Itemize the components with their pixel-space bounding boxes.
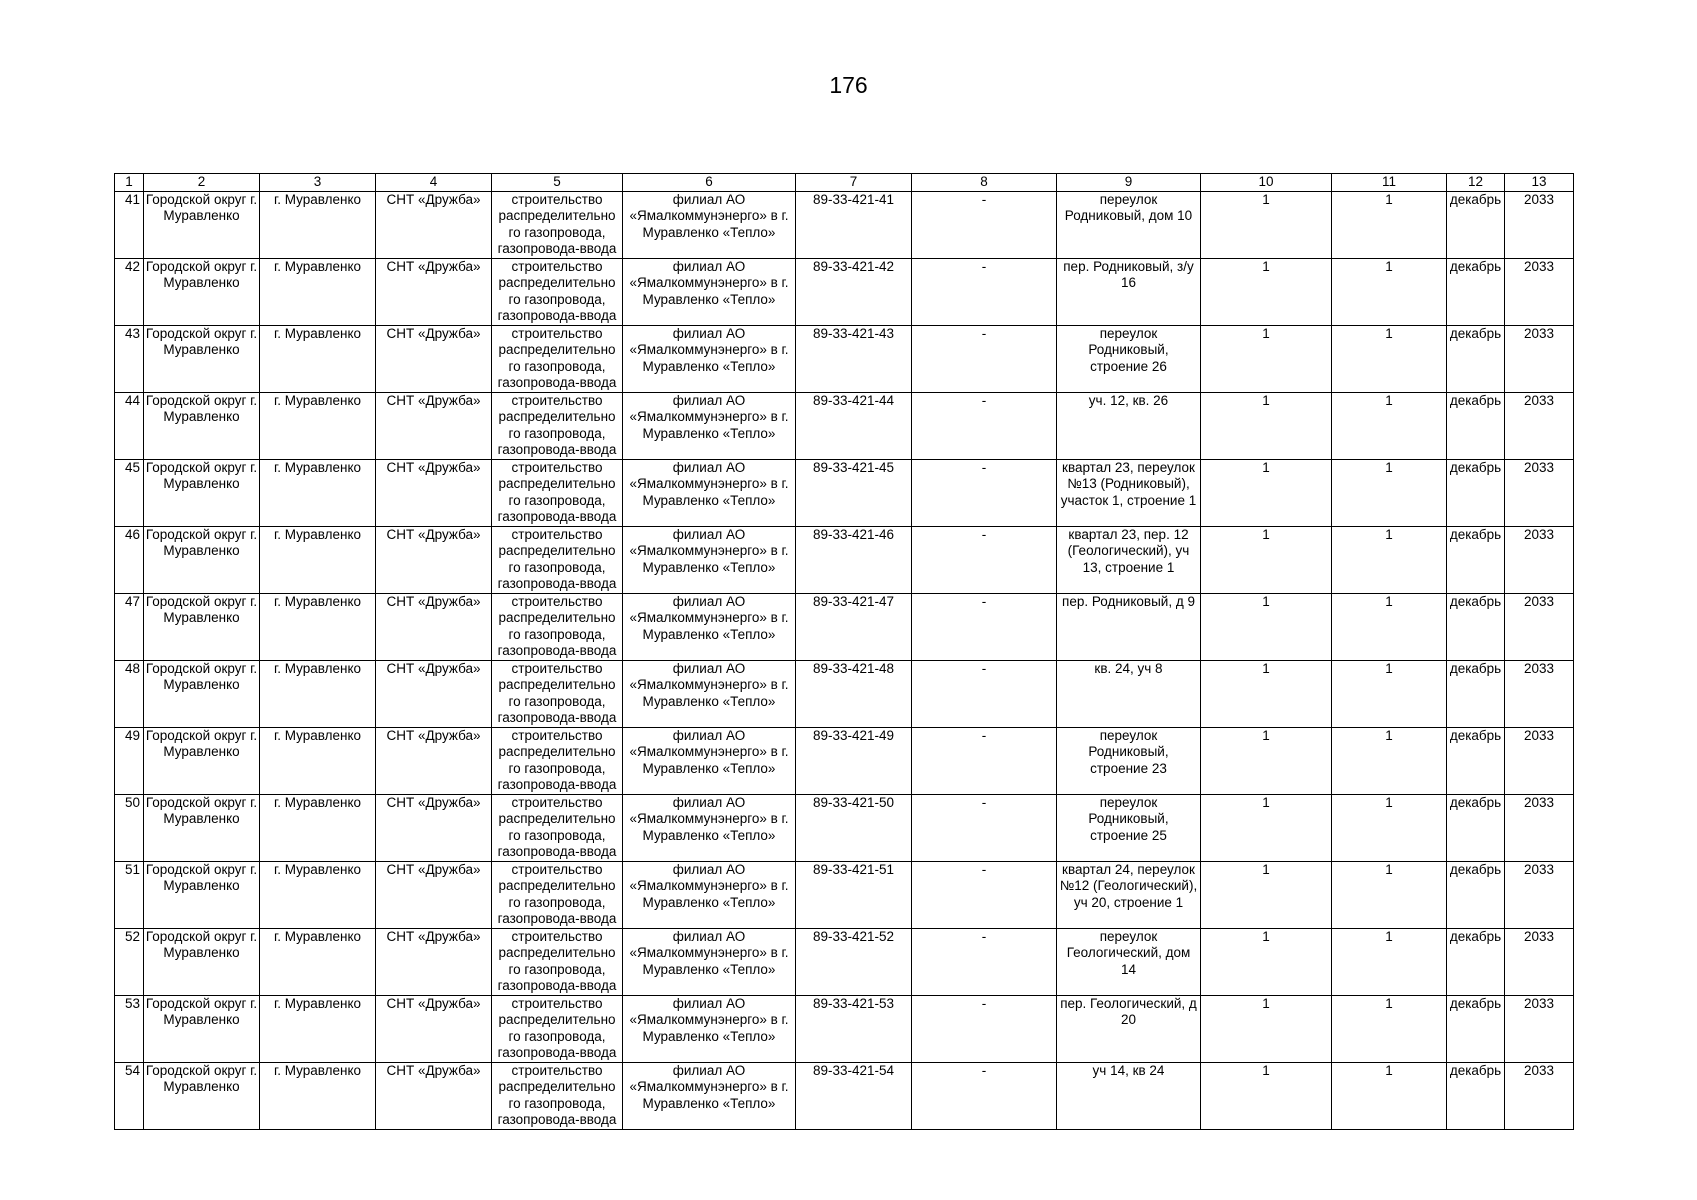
- organization-cell: филиал АО «Ямалкоммунэнерго» в г. Муравленко «Тепло»: [623, 1063, 796, 1130]
- address-cell: переулок Родниковый, строение 23: [1057, 728, 1201, 795]
- month-cell: декабрь: [1447, 929, 1505, 996]
- row-number-cell: 53: [115, 996, 144, 1063]
- code-cell: 89-33-421-52: [796, 929, 912, 996]
- city-cell: г. Муравленко: [260, 460, 376, 527]
- year-cell: 2033: [1505, 192, 1574, 259]
- code-cell: 89-33-421-46: [796, 527, 912, 594]
- column-11-cell: 1: [1332, 929, 1447, 996]
- district-cell: Городской округ г. Муравленко: [144, 460, 260, 527]
- month-cell: декабрь: [1447, 460, 1505, 527]
- district-cell: Городской округ г. Муравленко: [144, 929, 260, 996]
- snt-cell: СНТ «Дружба»: [376, 929, 492, 996]
- city-cell: г. Муравленко: [260, 527, 376, 594]
- column-8-cell: -: [912, 862, 1057, 929]
- table-row: [115, 259, 1574, 326]
- district-cell: Городской округ г. Муравленко: [144, 661, 260, 728]
- snt-cell: СНТ «Дружба»: [376, 527, 492, 594]
- column-header-6: 6: [623, 174, 796, 192]
- column-8-cell: -: [912, 728, 1057, 795]
- address-cell: квартал 23, переулок №13 (Родниковый), участок 1, строение 1: [1057, 460, 1201, 527]
- column-11-cell: 1: [1332, 728, 1447, 795]
- code-cell: 89-33-421-45: [796, 460, 912, 527]
- table-row: [115, 1063, 1574, 1130]
- snt-cell: СНТ «Дружба»: [376, 862, 492, 929]
- table-row: [115, 728, 1574, 795]
- city-cell: г. Муравленко: [260, 259, 376, 326]
- row-number-cell: 51: [115, 862, 144, 929]
- page-number: 176: [829, 72, 868, 98]
- year-cell: 2033: [1505, 259, 1574, 326]
- column-8-cell: -: [912, 1063, 1057, 1130]
- code-cell: 89-33-421-44: [796, 393, 912, 460]
- year-cell: 2033: [1505, 1063, 1574, 1130]
- work-type-cell: строительство распределительно го газопровода, газопровода-ввода: [492, 661, 623, 728]
- district-cell: Городской округ г. Муравленко: [144, 393, 260, 460]
- month-cell: декабрь: [1447, 1063, 1505, 1130]
- snt-cell: СНТ «Дружба»: [376, 594, 492, 661]
- work-type-cell: строительство распределительно го газопровода, газопровода-ввода: [492, 393, 623, 460]
- work-type-cell: строительство распределительно го газопровода, газопровода-ввода: [492, 862, 623, 929]
- table-row: [115, 929, 1574, 996]
- year-cell: 2033: [1505, 728, 1574, 795]
- city-cell: г. Муравленко: [260, 795, 376, 862]
- column-10-cell: 1: [1201, 862, 1332, 929]
- year-cell: 2033: [1505, 929, 1574, 996]
- district-cell: Городской округ г. Муравленко: [144, 326, 260, 393]
- year-cell: 2033: [1505, 795, 1574, 862]
- address-cell: квартал 23, пер. 12 (Геологический), уч 13, строение 1: [1057, 527, 1201, 594]
- work-type-cell: строительство распределительно го газопровода, газопровода-ввода: [492, 326, 623, 393]
- district-cell: Городской округ г. Муравленко: [144, 192, 260, 259]
- year-cell: 2033: [1505, 661, 1574, 728]
- column-10-cell: 1: [1201, 1063, 1332, 1130]
- column-8-cell: -: [912, 996, 1057, 1063]
- snt-cell: СНТ «Дружба»: [376, 728, 492, 795]
- month-cell: декабрь: [1447, 594, 1505, 661]
- city-cell: г. Муравленко: [260, 728, 376, 795]
- column-8-cell: -: [912, 661, 1057, 728]
- organization-cell: филиал АО «Ямалкоммунэнерго» в г. Муравленко «Тепло»: [623, 996, 796, 1063]
- city-cell: г. Муравленко: [260, 326, 376, 393]
- snt-cell: СНТ «Дружба»: [376, 1063, 492, 1130]
- column-10-cell: 1: [1201, 460, 1332, 527]
- city-cell: г. Муравленко: [260, 594, 376, 661]
- snt-cell: СНТ «Дружба»: [376, 259, 492, 326]
- address-cell: уч. 12, кв. 26: [1057, 393, 1201, 460]
- code-cell: 89-33-421-41: [796, 192, 912, 259]
- column-10-cell: 1: [1201, 527, 1332, 594]
- row-number-cell: 41: [115, 192, 144, 259]
- row-number-cell: 46: [115, 527, 144, 594]
- district-cell: Городской округ г. Муравленко: [144, 996, 260, 1063]
- column-header-9: 9: [1057, 174, 1201, 192]
- organization-cell: филиал АО «Ямалкоммунэнерго» в г. Муравленко «Тепло»: [623, 527, 796, 594]
- table-row: [115, 661, 1574, 728]
- column-header-8: 8: [912, 174, 1057, 192]
- work-type-cell: строительство распределительно го газопровода, газопровода-ввода: [492, 192, 623, 259]
- table-row: [115, 862, 1574, 929]
- column-10-cell: 1: [1201, 192, 1332, 259]
- code-cell: 89-33-421-42: [796, 259, 912, 326]
- city-cell: г. Муравленко: [260, 996, 376, 1063]
- column-11-cell: 1: [1332, 460, 1447, 527]
- year-cell: 2033: [1505, 527, 1574, 594]
- column-header-7: 7: [796, 174, 912, 192]
- snt-cell: СНТ «Дружба»: [376, 326, 492, 393]
- code-cell: 89-33-421-48: [796, 661, 912, 728]
- snt-cell: СНТ «Дружба»: [376, 996, 492, 1063]
- snt-cell: СНТ «Дружба»: [376, 661, 492, 728]
- column-header-4: 4: [376, 174, 492, 192]
- row-number-cell: 52: [115, 929, 144, 996]
- work-type-cell: строительство распределительно го газопровода, газопровода-ввода: [492, 795, 623, 862]
- table-row: [115, 527, 1574, 594]
- column-10-cell: 1: [1201, 259, 1332, 326]
- year-cell: 2033: [1505, 326, 1574, 393]
- organization-cell: филиал АО «Ямалкоммунэнерго» в г. Муравленко «Тепло»: [623, 192, 796, 259]
- column-8-cell: -: [912, 795, 1057, 862]
- row-number-cell: 54: [115, 1063, 144, 1130]
- column-10-cell: 1: [1201, 594, 1332, 661]
- column-11-cell: 1: [1332, 1063, 1447, 1130]
- column-header-10: 10: [1201, 174, 1332, 192]
- code-cell: 89-33-421-47: [796, 594, 912, 661]
- column-10-cell: 1: [1201, 929, 1332, 996]
- row-number-cell: 49: [115, 728, 144, 795]
- address-cell: переулок Родниковый, строение 25: [1057, 795, 1201, 862]
- column-11-cell: 1: [1332, 795, 1447, 862]
- organization-cell: филиал АО «Ямалкоммунэнерго» в г. Муравленко «Тепло»: [623, 661, 796, 728]
- code-cell: 89-33-421-50: [796, 795, 912, 862]
- column-10-cell: 1: [1201, 661, 1332, 728]
- table-row: [115, 996, 1574, 1063]
- header-row: [115, 174, 1574, 192]
- column-11-cell: 1: [1332, 326, 1447, 393]
- column-8-cell: -: [912, 326, 1057, 393]
- work-type-cell: строительство распределительно го газопровода, газопровода-ввода: [492, 527, 623, 594]
- column-10-cell: 1: [1201, 393, 1332, 460]
- city-cell: г. Муравленко: [260, 661, 376, 728]
- district-cell: Городской округ г. Муравленко: [144, 594, 260, 661]
- column-11-cell: 1: [1332, 594, 1447, 661]
- table-row: [115, 326, 1574, 393]
- column-10-cell: 1: [1201, 326, 1332, 393]
- column-11-cell: 1: [1332, 996, 1447, 1063]
- snt-cell: СНТ «Дружба»: [376, 795, 492, 862]
- column-8-cell: -: [912, 594, 1057, 661]
- row-number-cell: 43: [115, 326, 144, 393]
- year-cell: 2033: [1505, 393, 1574, 460]
- snt-cell: СНТ «Дружба»: [376, 393, 492, 460]
- address-cell: уч 14, кв 24: [1057, 1063, 1201, 1130]
- column-header-1: 1: [115, 174, 144, 192]
- month-cell: декабрь: [1447, 996, 1505, 1063]
- city-cell: г. Муравленко: [260, 192, 376, 259]
- address-cell: переулок Родниковый, строение 26: [1057, 326, 1201, 393]
- organization-cell: филиал АО «Ямалкоммунэнерго» в г. Муравленко «Тепло»: [623, 594, 796, 661]
- address-cell: пер. Родниковый, з/у 16: [1057, 259, 1201, 326]
- district-cell: Городской округ г. Муравленко: [144, 1063, 260, 1130]
- district-cell: Городской округ г. Муравленко: [144, 795, 260, 862]
- column-header-11: 11: [1332, 174, 1447, 192]
- column-8-cell: -: [912, 192, 1057, 259]
- year-cell: 2033: [1505, 862, 1574, 929]
- column-11-cell: 1: [1332, 192, 1447, 259]
- month-cell: декабрь: [1447, 326, 1505, 393]
- column-8-cell: -: [912, 929, 1057, 996]
- city-cell: г. Муравленко: [260, 929, 376, 996]
- work-type-cell: строительство распределительно го газопровода, газопровода-ввода: [492, 728, 623, 795]
- column-8-cell: -: [912, 393, 1057, 460]
- table-row: [115, 594, 1574, 661]
- table-body: [115, 192, 1574, 1130]
- organization-cell: филиал АО «Ямалкоммунэнерго» в г. Муравленко «Тепло»: [623, 795, 796, 862]
- organization-cell: филиал АО «Ямалкоммунэнерго» в г. Муравленко «Тепло»: [623, 460, 796, 527]
- year-cell: 2033: [1505, 460, 1574, 527]
- district-cell: Городской округ г. Муравленко: [144, 259, 260, 326]
- organization-cell: филиал АО «Ямалкоммунэнерго» в г. Муравленко «Тепло»: [623, 393, 796, 460]
- district-cell: Городской округ г. Муравленко: [144, 728, 260, 795]
- address-cell: переулок Родниковый, дом 10: [1057, 192, 1201, 259]
- organization-cell: филиал АО «Ямалкоммунэнерго» в г. Муравленко «Тепло»: [623, 326, 796, 393]
- table-row: [115, 192, 1574, 259]
- table-header: [115, 174, 1574, 192]
- column-11-cell: 1: [1332, 527, 1447, 594]
- column-header-3: 3: [260, 174, 376, 192]
- data-table: [114, 173, 1574, 1130]
- row-number-cell: 44: [115, 393, 144, 460]
- column-header-12: 12: [1447, 174, 1505, 192]
- organization-cell: филиал АО «Ямалкоммунэнерго» в г. Муравленко «Тепло»: [623, 929, 796, 996]
- address-cell: переулок Геологический, дом 14: [1057, 929, 1201, 996]
- month-cell: декабрь: [1447, 192, 1505, 259]
- address-cell: пер. Родниковый, д 9: [1057, 594, 1201, 661]
- table-row: [115, 795, 1574, 862]
- organization-cell: филиал АО «Ямалкоммунэнерго» в г. Муравленко «Тепло»: [623, 259, 796, 326]
- code-cell: 89-33-421-43: [796, 326, 912, 393]
- snt-cell: СНТ «Дружба»: [376, 192, 492, 259]
- code-cell: 89-33-421-54: [796, 1063, 912, 1130]
- code-cell: 89-33-421-49: [796, 728, 912, 795]
- month-cell: декабрь: [1447, 862, 1505, 929]
- organization-cell: филиал АО «Ямалкоммунэнерго» в г. Муравленко «Тепло»: [623, 728, 796, 795]
- organization-cell: филиал АО «Ямалкоммунэнерго» в г. Муравленко «Тепло»: [623, 862, 796, 929]
- address-cell: квартал 24, переулок №12 (Геологический), уч 20, строение 1: [1057, 862, 1201, 929]
- year-cell: 2033: [1505, 594, 1574, 661]
- column-8-cell: -: [912, 259, 1057, 326]
- month-cell: декабрь: [1447, 728, 1505, 795]
- column-header-5: 5: [492, 174, 623, 192]
- code-cell: 89-33-421-53: [796, 996, 912, 1063]
- row-number-cell: 48: [115, 661, 144, 728]
- code-cell: 89-33-421-51: [796, 862, 912, 929]
- row-number-cell: 50: [115, 795, 144, 862]
- column-10-cell: 1: [1201, 996, 1332, 1063]
- column-10-cell: 1: [1201, 728, 1332, 795]
- month-cell: декабрь: [1447, 661, 1505, 728]
- row-number-cell: 42: [115, 259, 144, 326]
- snt-cell: СНТ «Дружба»: [376, 460, 492, 527]
- address-cell: кв. 24, уч 8: [1057, 661, 1201, 728]
- work-type-cell: строительство распределительно го газопровода, газопровода-ввода: [492, 1063, 623, 1130]
- month-cell: декабрь: [1447, 393, 1505, 460]
- column-8-cell: -: [912, 460, 1057, 527]
- column-header-13: 13: [1505, 174, 1574, 192]
- column-8-cell: -: [912, 527, 1057, 594]
- district-cell: Городской округ г. Муравленко: [144, 527, 260, 594]
- month-cell: декабрь: [1447, 795, 1505, 862]
- city-cell: г. Муравленко: [260, 1063, 376, 1130]
- month-cell: декабрь: [1447, 527, 1505, 594]
- city-cell: г. Муравленко: [260, 393, 376, 460]
- work-type-cell: строительство распределительно го газопровода, газопровода-ввода: [492, 259, 623, 326]
- row-number-cell: 47: [115, 594, 144, 661]
- district-cell: Городской округ г. Муравленко: [144, 862, 260, 929]
- address-cell: пер. Геологический, д 20: [1057, 996, 1201, 1063]
- work-type-cell: строительство распределительно го газопровода, газопровода-ввода: [492, 929, 623, 996]
- work-type-cell: строительство распределительно го газопровода, газопровода-ввода: [492, 460, 623, 527]
- column-11-cell: 1: [1332, 393, 1447, 460]
- year-cell: 2033: [1505, 996, 1574, 1063]
- column-header-2: 2: [144, 174, 260, 192]
- table-row: [115, 393, 1574, 460]
- month-cell: декабрь: [1447, 259, 1505, 326]
- work-type-cell: строительство распределительно го газопровода, газопровода-ввода: [492, 996, 623, 1063]
- column-10-cell: 1: [1201, 795, 1332, 862]
- column-11-cell: 1: [1332, 661, 1447, 728]
- work-type-cell: строительство распределительно го газопровода, газопровода-ввода: [492, 594, 623, 661]
- table-row: [115, 460, 1574, 527]
- city-cell: г. Муравленко: [260, 862, 376, 929]
- column-11-cell: 1: [1332, 259, 1447, 326]
- column-11-cell: 1: [1332, 862, 1447, 929]
- row-number-cell: 45: [115, 460, 144, 527]
